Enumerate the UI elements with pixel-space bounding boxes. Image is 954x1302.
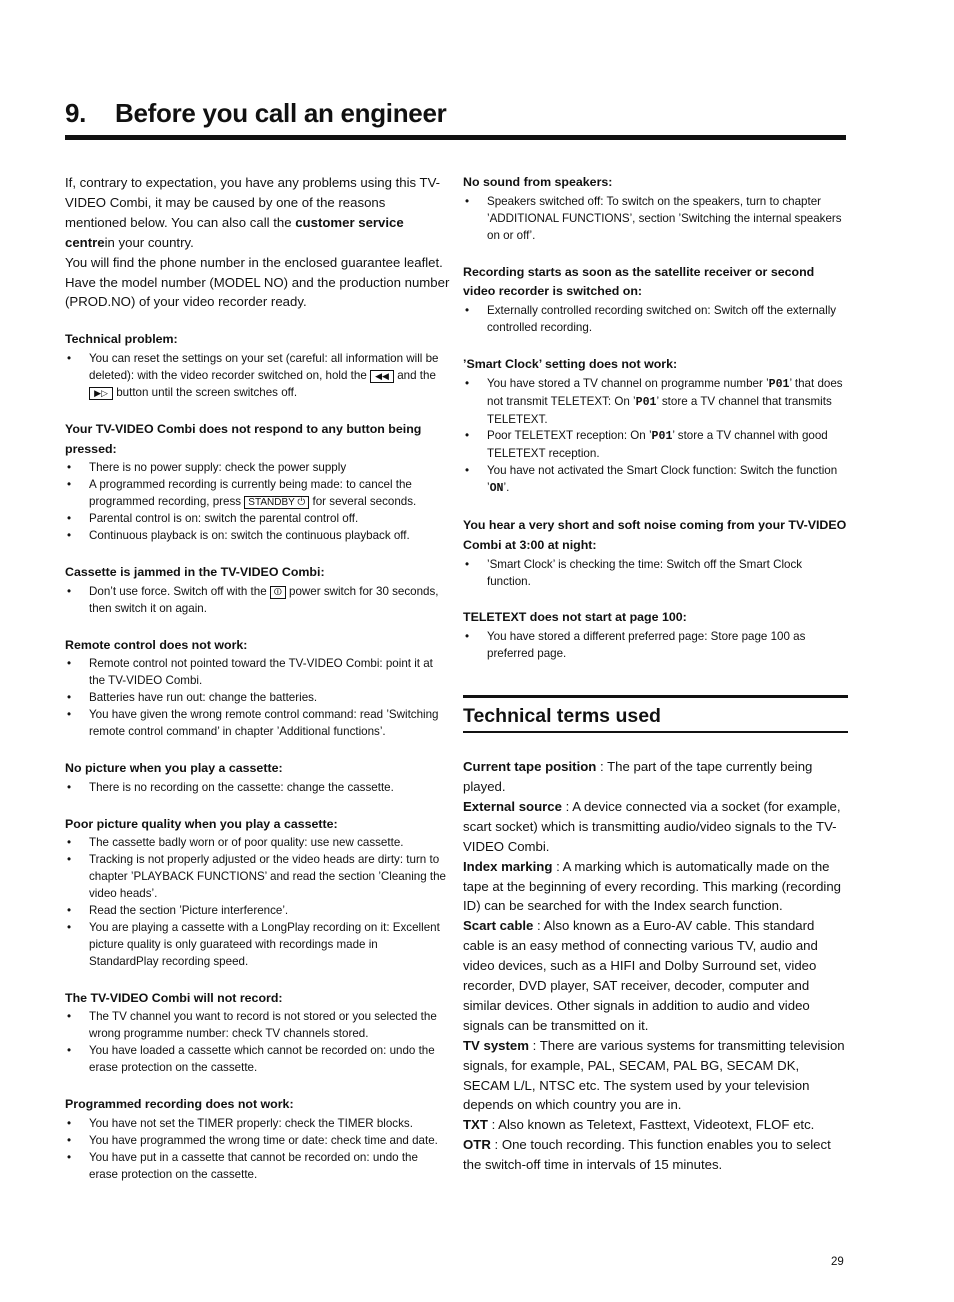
- term-entry: OTR : One touch recording. This function enables you to select the switch-off time in intervals of 15 minutes.: [463, 1137, 831, 1173]
- section-smart-clock: [463, 355, 848, 498]
- list-item: • You have loaded a cassette which cannot be recorded on: undo the erase protection on the cassette.: [65, 1043, 450, 1077]
- section-programmed-recording: [65, 1095, 450, 1183]
- play-forward-button-symbol: ▶▷: [89, 387, 113, 400]
- term-entry: Index marking : A marking which is automatically made on the tape at the beginning of every recording. This marking (recording ID) can be searched for with the Index search function.: [463, 858, 842, 914]
- section-technical-problem: [65, 330, 450, 402]
- list-item: • You are playing a cassette with a LongPlay recording on it: Excellent picture quality is only guarateed with recordings made in StandardPlay recording speed.: [65, 920, 450, 971]
- section-will-not-record: [65, 989, 450, 1077]
- section-cassette-jammed: [65, 563, 450, 618]
- term-entry: TV system : There are various systems for transmitting television signals, for example, PAL, SECAM, PAL BG, SECAM DK, SECAM L/L, NTSC etc. The system used by your television depends on which country you are in.: [463, 1037, 845, 1113]
- list-item: • You can reset the settings on your set (careful: all information will be deleted): with the video recorder switched on, hold the ◀◀ and the ▶▷ button until the screen switches off.: [65, 351, 450, 402]
- list-item: • You have not activated the Smart Clock function: Switch the function ’ON’.: [463, 463, 848, 498]
- list-item: • You have not set the TIMER properly: check the TIMER blocks.: [65, 1116, 450, 1133]
- technical-terms-heading: Technical terms used: [463, 695, 848, 733]
- list-item: • You have stored a TV channel on programme number ’P01’ that does not transmit TELETEXT: On ’P01’ store a TV channel that transmits TELETEXT.: [463, 376, 848, 429]
- display-text-on: ON: [489, 482, 504, 496]
- term-entry: Scart cable : Also known as a Euro-AV cable. This standard cable is an easy method of connecting various TV, audio and video devices, such as a HIFI and Dolby Surround set, video recorder, DVD player, SAT receiver, decoder, computer and similar devices. Other signals in addition to audio and video signals can be transmitted on it.: [463, 918, 818, 1033]
- list-item: • The TV channel you want to record is not stored or you selected the wrong programme number: check TV channels stored.: [65, 1009, 450, 1043]
- list-item: • You have stored a different preferred page: Store page 100 as preferred page.: [463, 629, 848, 663]
- list-item: • Tracking is not properly adjusted or the video heads are dirty: turn to chapter ’PLAYBACK FUNCTIONS’ and read the section ’Cleaning the video heads’.: [65, 852, 450, 903]
- rewind-button-symbol: ◀◀: [370, 370, 394, 383]
- section-heading: Your TV-VIDEO Combi does not respond to any button being pressed:: [65, 421, 422, 456]
- section-soft-noise: [463, 516, 848, 590]
- term-entry: Current tape position : The part of the tape currently being played.: [463, 759, 813, 794]
- chapter-title: Before you call an engineer: [115, 98, 447, 128]
- display-text-p01: P01: [651, 430, 673, 444]
- section-heading: Poor picture quality when you play a cassette:: [65, 816, 338, 831]
- left-column: [65, 173, 450, 1184]
- list-item: • Batteries have run out: change the batteries.: [65, 690, 450, 707]
- section-teletext: [463, 608, 848, 663]
- section-remote-control: [65, 636, 450, 741]
- list-item: • There is no recording on the cassette: change the cassette.: [65, 780, 450, 797]
- section-heading: ’Smart Clock’ setting does not work:: [463, 356, 678, 371]
- section-heading: You hear a very short and soft noise coming from your TV-VIDEO Combi at 3:00 at night:: [463, 518, 847, 552]
- right-column: [463, 173, 848, 1175]
- section-heading: No sound from speakers:: [463, 175, 613, 189]
- list-item: • Read the section ’Picture interference’.: [65, 903, 450, 920]
- display-text-p01: P01: [635, 395, 657, 409]
- term-entry: External source : A device connected via a socket (for example, scart socket) which is transmitting audio/video signals to the TV-VIDEO Combi.: [463, 798, 841, 854]
- section-no-response: [65, 420, 450, 545]
- chapter-number: 9.: [65, 98, 87, 128]
- list-item: • You have programmed the wrong time or date: check time and date.: [65, 1133, 450, 1150]
- list-item: • You have put in a cassette that cannot be recorded on: undo the erase protection on the cassette.: [65, 1150, 450, 1184]
- intro-paragraph-1: If, contrary to expectation, you have any problems using this TV-VIDEO Combi, it may be caused by one of the reasons mentioned below. You can also call the customer service centrein your country.: [65, 175, 441, 250]
- list-item: • Externally controlled recording switched on: Switch off the externally controlled recording.: [463, 303, 848, 337]
- technical-terms-list: [463, 757, 848, 1175]
- list-item: • There is no power supply: check the power supply: [65, 460, 450, 477]
- section-heading: The TV-VIDEO Combi will not record:: [65, 990, 283, 1005]
- section-no-picture: [65, 759, 450, 797]
- term-entry: TXT : Also known as Teletext, Fasttext, Videotext, FLOF etc.: [463, 1117, 815, 1133]
- list-item: • Speakers switched off: To switch on the speakers, turn to chapter ’ADDITIONAL FUNCTIONS’, section ’Switching the internal speakers on or off’.: [463, 194, 848, 245]
- list-item: • Poor TELETEXT reception: On ’P01’ store a TV channel with good TELETEXT reception.: [463, 428, 848, 463]
- section-heading: No picture when you play a cassette:: [65, 760, 283, 775]
- section-heading: TELETEXT does not start at page 100:: [463, 610, 687, 625]
- list-item: • The cassette badly worn or of poor quality: use new cassette.: [65, 835, 450, 852]
- list-item: • Don’t use force. Switch off with the ⏼ power switch for 30 seconds, then switch it on again.: [65, 584, 450, 618]
- section-no-sound: [463, 173, 848, 245]
- section-heading: Remote control does not work:: [65, 637, 248, 652]
- display-text-p01: P01: [768, 377, 790, 391]
- section-heading: Programmed recording does not work:: [65, 1097, 294, 1112]
- section-heading: Recording starts as soon as the satellite receiver or second video recorder is switched on:: [463, 264, 815, 299]
- section-recording-starts: [463, 263, 848, 337]
- power-switch-symbol: ⏼: [270, 586, 286, 599]
- list-item: • ’Smart Clock’ is checking the time: Switch off the Smart Clock function.: [463, 557, 848, 591]
- section-heading: Cassette is jammed in the TV-VIDEO Combi:: [65, 564, 325, 579]
- section-poor-picture: [65, 815, 450, 971]
- page-title: [65, 98, 846, 140]
- standby-button-symbol: STANDBY ⏻: [244, 496, 309, 509]
- section-heading: Technical problem:: [65, 332, 178, 347]
- list-item: • Parental control is on: switch the parental control off.: [65, 511, 450, 528]
- list-item: • You have given the wrong remote control command: read ’Switching remote control command’ in chapter ’Additional functions’.: [65, 707, 450, 741]
- list-item: • A programmed recording is currently being made: to cancel the programmed recording, press STANDBY ⏻ for several seconds.: [65, 477, 450, 511]
- intro-paragraph-2: You will find the phone number in the enclosed guarantee leaflet. Have the model number (MODEL NO) and the production number (PROD.NO) of your video recorder ready.: [65, 254, 450, 310]
- page-number: 29: [831, 1256, 844, 1268]
- list-item: • Continuous playback is on: switch the continuous playback off.: [65, 528, 450, 545]
- intro: [65, 173, 450, 312]
- list-item: • Remote control not pointed toward the TV-VIDEO Combi: point it at the TV-VIDEO Combi.: [65, 656, 450, 690]
